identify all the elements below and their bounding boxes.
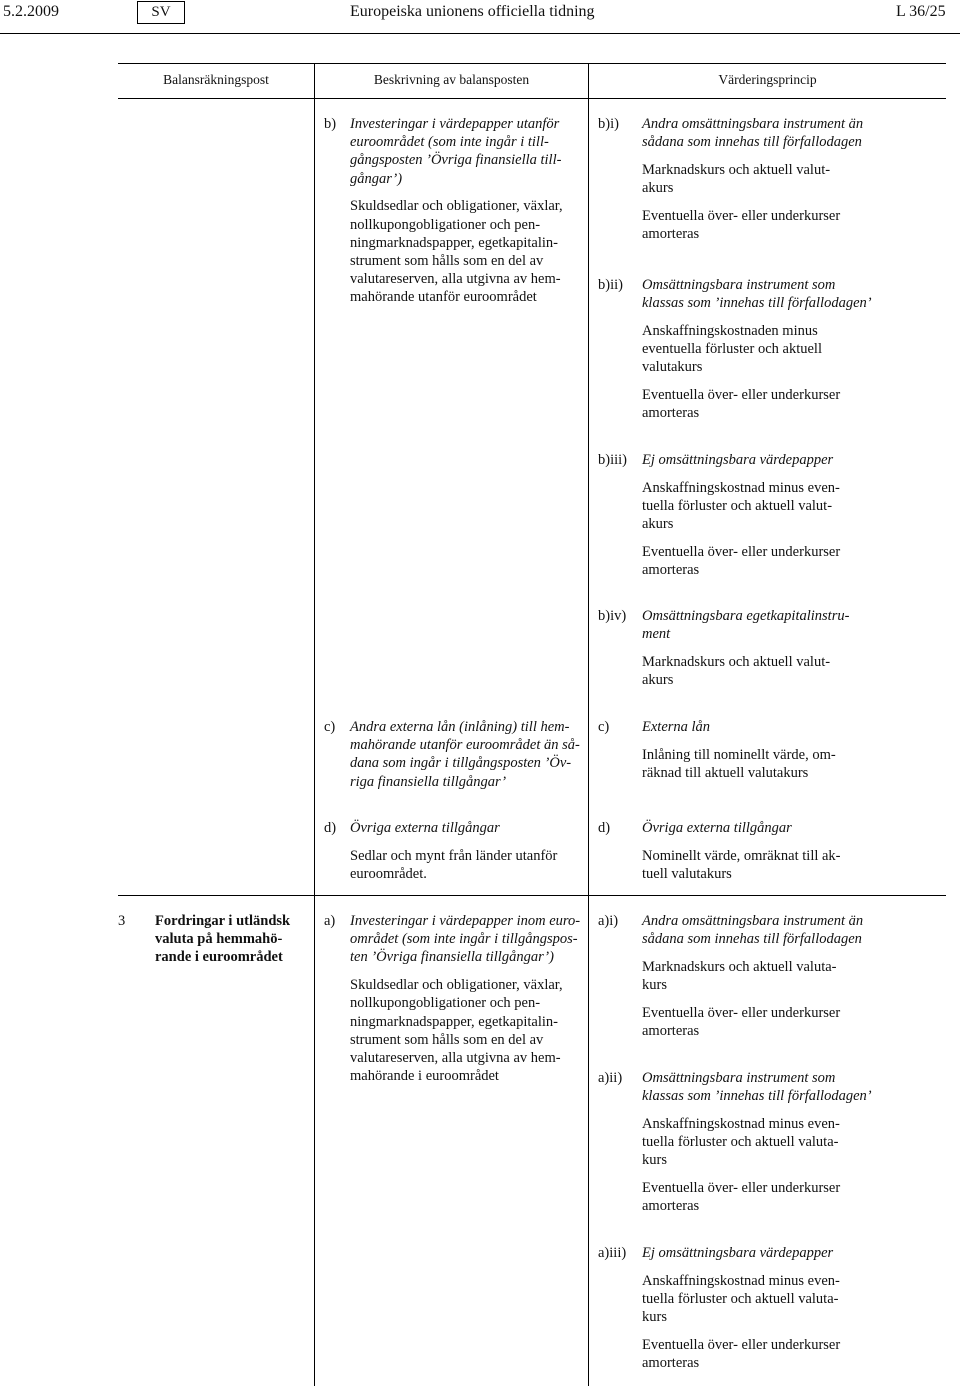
text-line: dana som ingår i tillgångsposten ’Öv-: [350, 755, 572, 772]
paragraph-gap: [350, 967, 586, 977]
text-line: Omsättningsbara instrument som: [642, 1070, 836, 1086]
text-line: sådana som innehas till förfallodagen: [642, 134, 862, 151]
text-line: tuella förluster och aktuell valuta-: [642, 1290, 839, 1307]
text-line: sådana som innehas till förfallodagen: [642, 931, 862, 948]
text-line: kurs: [642, 1152, 667, 1169]
paragraph-gap: [642, 533, 942, 543]
text-line: amorteras: [642, 562, 700, 579]
text-line: akurs: [642, 516, 674, 533]
text-line: valuta på hemmahö-: [155, 931, 283, 948]
text-line: eventuella förluster och aktuell: [642, 341, 822, 358]
desc-b-body-line: strument som hålls som en del av: [350, 252, 544, 269]
paragraph-gap: [642, 994, 942, 1004]
desc-a-label: a): [324, 913, 336, 929]
text-line: Andra omsättningsbara instrument än: [642, 116, 864, 132]
paragraph-gap: [350, 188, 586, 198]
paragraph-gap: [642, 643, 942, 653]
text-line: Övriga externa tillgångar: [642, 820, 792, 836]
val-aiii-block: [642, 1244, 942, 1372]
text-line: Övriga externa tillgångar: [350, 820, 500, 836]
text-line: Omsättningsbara instrument som: [642, 277, 836, 293]
text-line: amorteras: [642, 1355, 700, 1372]
text-line: ningmarknadspapper, egetkapitalin-: [350, 1013, 558, 1030]
text-line: Anskaffningskostnad minus even-: [642, 479, 840, 496]
val-d-label: d): [598, 820, 611, 836]
text-line: nollkupongobligationer och pen-: [350, 995, 541, 1012]
text-line: Investeringar i värdepapper inom euro-: [350, 913, 581, 929]
text-line: akurs: [642, 180, 674, 197]
text-line: Eventuella över- eller underkurser: [642, 207, 841, 224]
column-header-description: Beskrivning av balansposten: [373, 72, 530, 87]
text-line: amorteras: [642, 1198, 700, 1215]
val-aii-label: a)ii): [598, 1070, 623, 1086]
paragraph-gap: [642, 312, 942, 322]
desc-c-label: c): [324, 719, 336, 735]
text-line: Andra externa lån (inlåning) till hem-: [350, 719, 570, 735]
desc-b-label: b): [324, 116, 337, 132]
text-line: Marknadskurs och aktuell valut-: [642, 161, 831, 178]
text-line: Nominellt värde, omräknat till ak-: [642, 847, 841, 864]
text-line: rande i euroområdet: [155, 949, 283, 966]
journal-title: Europeiska unionens officiella tidning: [350, 3, 595, 20]
val-bi-label: b)i): [598, 116, 619, 132]
text-line: området (som inte ingår i tillgångspos-: [350, 931, 578, 948]
section-rule: [118, 895, 946, 896]
text-line: ment: [642, 626, 671, 643]
text-line: mahörande i euroområdet: [350, 1068, 499, 1085]
val-biii-block: [642, 451, 942, 579]
text-line: tuella förluster och aktuell valuta-: [642, 1134, 839, 1151]
text-line: Eventuella över- eller underkurser: [642, 1336, 841, 1353]
paragraph-gap: [642, 377, 942, 387]
desc-b-body-line: valutareserven, alla utgivna av hem-: [350, 271, 561, 288]
paragraph-gap: [642, 151, 942, 161]
text-line: amorteras: [642, 405, 700, 422]
text-line: Anskaffningskostnaden minus: [642, 322, 818, 339]
val-biv-label: b)iv): [598, 608, 627, 624]
item-3-title: [155, 912, 311, 967]
paragraph-gap: [642, 948, 942, 958]
desc-b-heading-line: gångsposten ’Övriga finansiella till-: [350, 152, 562, 169]
paragraph-gap: [642, 197, 942, 207]
text-line: Eventuella över- eller underkurser: [642, 1004, 841, 1021]
desc-b-body-line: mahörande utanför euroområdet: [350, 289, 537, 306]
val-ai-block: [642, 912, 942, 1040]
text-line: kurs: [642, 1309, 667, 1326]
desc-b-body-line: Skuldsedlar och obligationer, växlar,: [350, 198, 563, 215]
desc-b-heading-line: euroområdet (som inte ingår i till-: [350, 134, 549, 151]
text-line: räknad till aktuell valutakurs: [642, 764, 809, 781]
text-line: Andra omsättningsbara instrument än: [642, 913, 864, 929]
text-line: tuell valutakurs: [642, 865, 732, 882]
desc-b-body-line: nollkupongobligationer och pen-: [350, 216, 541, 233]
text-line: Fordringar i utländsk: [155, 913, 291, 929]
text-line: klassas som ’innehas till förfallodagen’: [642, 1088, 872, 1105]
desc-b-heading-line: Investeringar i värdepapper utanför: [350, 116, 560, 132]
text-line: akurs: [642, 672, 674, 689]
text-line: valutakurs: [642, 359, 703, 376]
paragraph-gap: [642, 469, 942, 479]
text-line: strument som hålls som en del av: [350, 1031, 544, 1048]
paragraph-gap: [642, 1105, 942, 1115]
text-line: Marknadskurs och aktuell valuta-: [642, 958, 837, 975]
text-line: Marknadskurs och aktuell valut-: [642, 653, 831, 670]
publication-date: 5.2.2009: [3, 3, 59, 20]
column-rule-2: [588, 63, 589, 1386]
text-line: Anskaffningskostnad minus even-: [642, 1115, 840, 1132]
header-rule: [0, 33, 960, 34]
column-header-valuation: Värderingsprincip: [718, 72, 817, 87]
val-c-label: c): [598, 719, 610, 735]
desc-a-block: [350, 912, 586, 1085]
val-bii-block: [642, 276, 942, 422]
text-line: Externa lån: [642, 719, 711, 735]
desc-d-block: [350, 819, 586, 883]
text-line: Omsättningsbara egetkapitalinstru-: [642, 608, 850, 624]
paragraph-gap: [350, 837, 586, 847]
val-biv-block: [642, 607, 942, 689]
desc-b-block: [350, 115, 586, 307]
text-line: euroområdet.: [350, 865, 427, 882]
text-line: Eventuella över- eller underkurser: [642, 543, 841, 560]
table-header-rule: [118, 98, 946, 99]
text-line: Eventuella över- eller underkurser: [642, 387, 841, 404]
language-badge: SV: [137, 1, 185, 24]
table-top-rule: [118, 63, 946, 64]
paragraph-gap: [642, 1326, 942, 1336]
text-line: Inlåning till nominellt värde, om-: [642, 746, 836, 763]
desc-b-heading-line: gångar’): [350, 170, 403, 187]
val-d-block: [642, 819, 942, 883]
text-line: Eventuella över- eller underkurser: [642, 1180, 841, 1197]
text-line: tuella förluster och aktuell valut-: [642, 497, 833, 514]
paragraph-gap: [642, 1262, 942, 1272]
text-line: Ej omsättningsbara värdepapper: [642, 1245, 834, 1261]
text-line: Ej omsättningsbara värdepapper: [642, 452, 834, 468]
text-line: valutareserven, alla utgivna av hem-: [350, 1049, 561, 1066]
text-line: amorteras: [642, 1023, 700, 1040]
text-line: klassas som ’innehas till förfallodagen’: [642, 295, 872, 312]
text-line: Skuldsedlar och obligationer, växlar,: [350, 977, 563, 994]
val-aii-block: [642, 1069, 942, 1215]
text-line: Anskaffningskostnad minus even-: [642, 1272, 840, 1289]
desc-c-block: [350, 718, 586, 791]
paragraph-gap: [642, 736, 942, 746]
desc-d-label: d): [324, 820, 337, 836]
page-number: L 36/25: [896, 3, 946, 20]
val-bii-label: b)ii): [598, 277, 623, 293]
val-ai-label: a)i): [598, 913, 619, 929]
paragraph-gap: [642, 837, 942, 847]
text-line: Sedlar och mynt från länder utanför: [350, 847, 558, 864]
desc-b-body-line: ningmarknadspapper, egetkapitalin-: [350, 234, 558, 251]
column-rule-1: [314, 63, 315, 1386]
item-3-number: 3: [118, 913, 126, 929]
val-aiii-label: a)iii): [598, 1245, 627, 1261]
val-biii-label: b)iii): [598, 452, 627, 468]
text-line: riga finansiella tillgångar’: [350, 773, 507, 790]
val-c-block: [642, 718, 942, 782]
text-line: mahörande utanför euroområdet än så-: [350, 737, 580, 754]
text-line: amorteras: [642, 226, 700, 243]
text-line: ten ’Övriga finansiella tillgångar’): [350, 949, 554, 966]
column-header-item: Balansräkningspost: [163, 72, 269, 87]
text-line: kurs: [642, 977, 667, 994]
val-bi-block: [642, 115, 942, 243]
paragraph-gap: [642, 1170, 942, 1180]
